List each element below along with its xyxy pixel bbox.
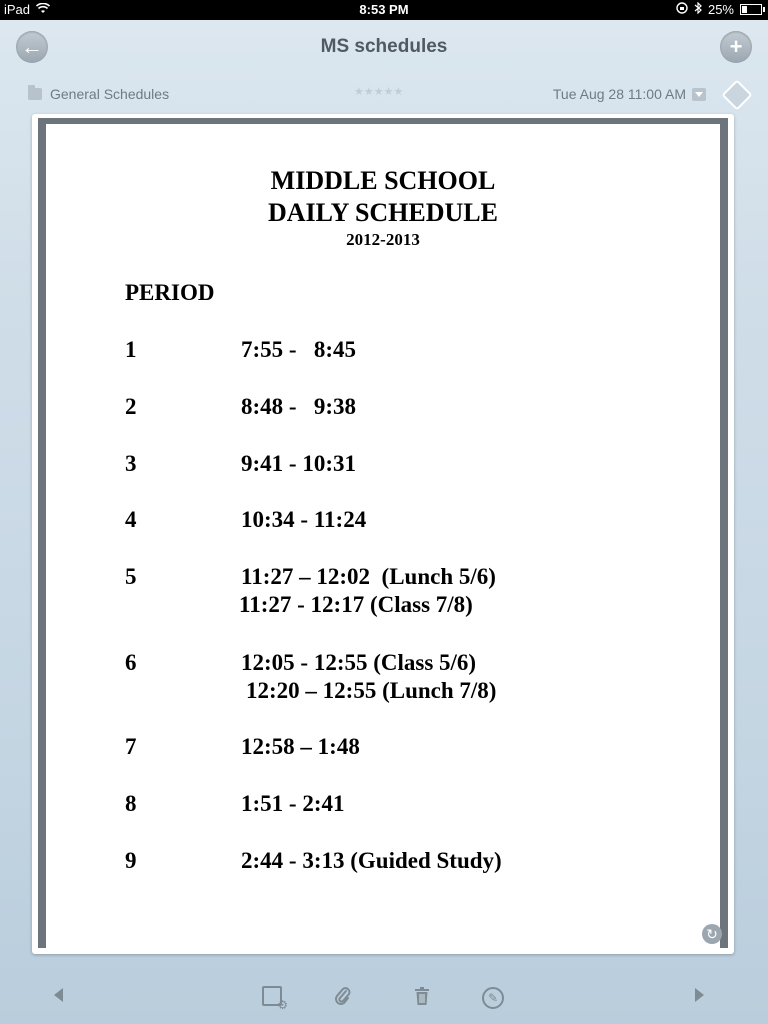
period-time: 12:05 - 12:55 (Class 5/6): [241, 650, 477, 675]
rating-stars[interactable]: ★★★★★: [354, 86, 404, 98]
notebook-selector[interactable]: [28, 86, 169, 102]
delete-button[interactable]: [414, 986, 430, 1011]
edit-icon: ✎: [482, 987, 504, 1009]
plus-icon: +: [729, 34, 743, 59]
period-time: 2:44 - 3:13 (Guided Study): [241, 848, 502, 873]
paperclip-icon: [334, 986, 352, 1006]
edit-button[interactable]: [482, 986, 504, 1009]
bluetooth-icon: [694, 2, 702, 17]
status-bar: [0, 0, 768, 20]
trash-icon: [414, 986, 430, 1006]
document-year: 2012-2013: [346, 230, 420, 249]
document-title-line2: DAILY SCHEDULE: [268, 198, 498, 227]
battery-icon: [740, 4, 762, 15]
back-arrow-icon: ←: [21, 34, 43, 59]
tag-icon[interactable]: [721, 79, 752, 110]
period-number: 6: [125, 650, 137, 675]
note-settings-icon: [262, 986, 282, 1006]
period-time: 8:48 - 9:38: [241, 394, 356, 419]
period-time-secondary: 12:20 – 12:55 (Lunch 7/8): [246, 678, 497, 703]
period-number: 3: [125, 451, 137, 476]
period-header: PERIOD: [125, 280, 215, 305]
period-time: 12:58 – 1:48: [241, 734, 360, 759]
period-number: 8: [125, 791, 137, 816]
notebook-name: General Schedules: [50, 86, 170, 102]
period-time: 1:51 - 2:41: [241, 791, 345, 816]
battery-fill: [742, 6, 747, 13]
period-time: 9:41 - 10:31: [241, 451, 356, 476]
period-number: 2: [125, 394, 137, 419]
period-number: 7: [125, 734, 137, 759]
period-number: 9: [125, 848, 137, 873]
chevron-right-icon: [695, 988, 704, 1002]
chevron-left-icon: [54, 988, 63, 1002]
next-note-button[interactable]: [695, 986, 704, 1007]
period-time-secondary: 11:27 - 12:17 (Class 7/8): [239, 592, 473, 617]
add-note-button[interactable]: [720, 31, 752, 63]
period-number: 1: [125, 337, 137, 362]
period-time: 11:27 – 12:02 (Lunch 5/6): [241, 564, 496, 589]
period-time: 7:55 - 8:45: [241, 337, 356, 362]
document-frame: [38, 118, 728, 948]
note-date-text: Tue Aug 28 11:00 AM: [552, 86, 686, 102]
page-title: MS schedules: [320, 36, 448, 57]
bottom-toolbar: [0, 976, 768, 1024]
note-meta-row: [0, 80, 768, 108]
period-number: 4: [125, 507, 137, 532]
chevron-down-icon[interactable]: [692, 88, 706, 101]
clock: 8:53 PM: [359, 2, 409, 17]
battery-percent: 25%: [707, 2, 734, 17]
nav-bar: [0, 20, 768, 76]
period-number: 5: [125, 564, 137, 589]
document-page[interactable]: [46, 124, 720, 948]
redo-icon[interactable]: ↻: [702, 924, 722, 944]
lock-rotation-icon: [676, 2, 688, 17]
note-date[interactable]: [553, 86, 706, 102]
document-title-line1: MIDDLE SCHOOL: [270, 166, 496, 195]
note-settings-button[interactable]: [262, 986, 282, 1011]
attach-button[interactable]: [334, 986, 352, 1011]
folder-icon: [28, 88, 42, 100]
period-time: 10:34 - 11:24: [241, 507, 367, 532]
previous-note-button[interactable]: [54, 986, 63, 1007]
device-label: iPad: [4, 2, 31, 17]
note-content-card: [32, 114, 734, 954]
